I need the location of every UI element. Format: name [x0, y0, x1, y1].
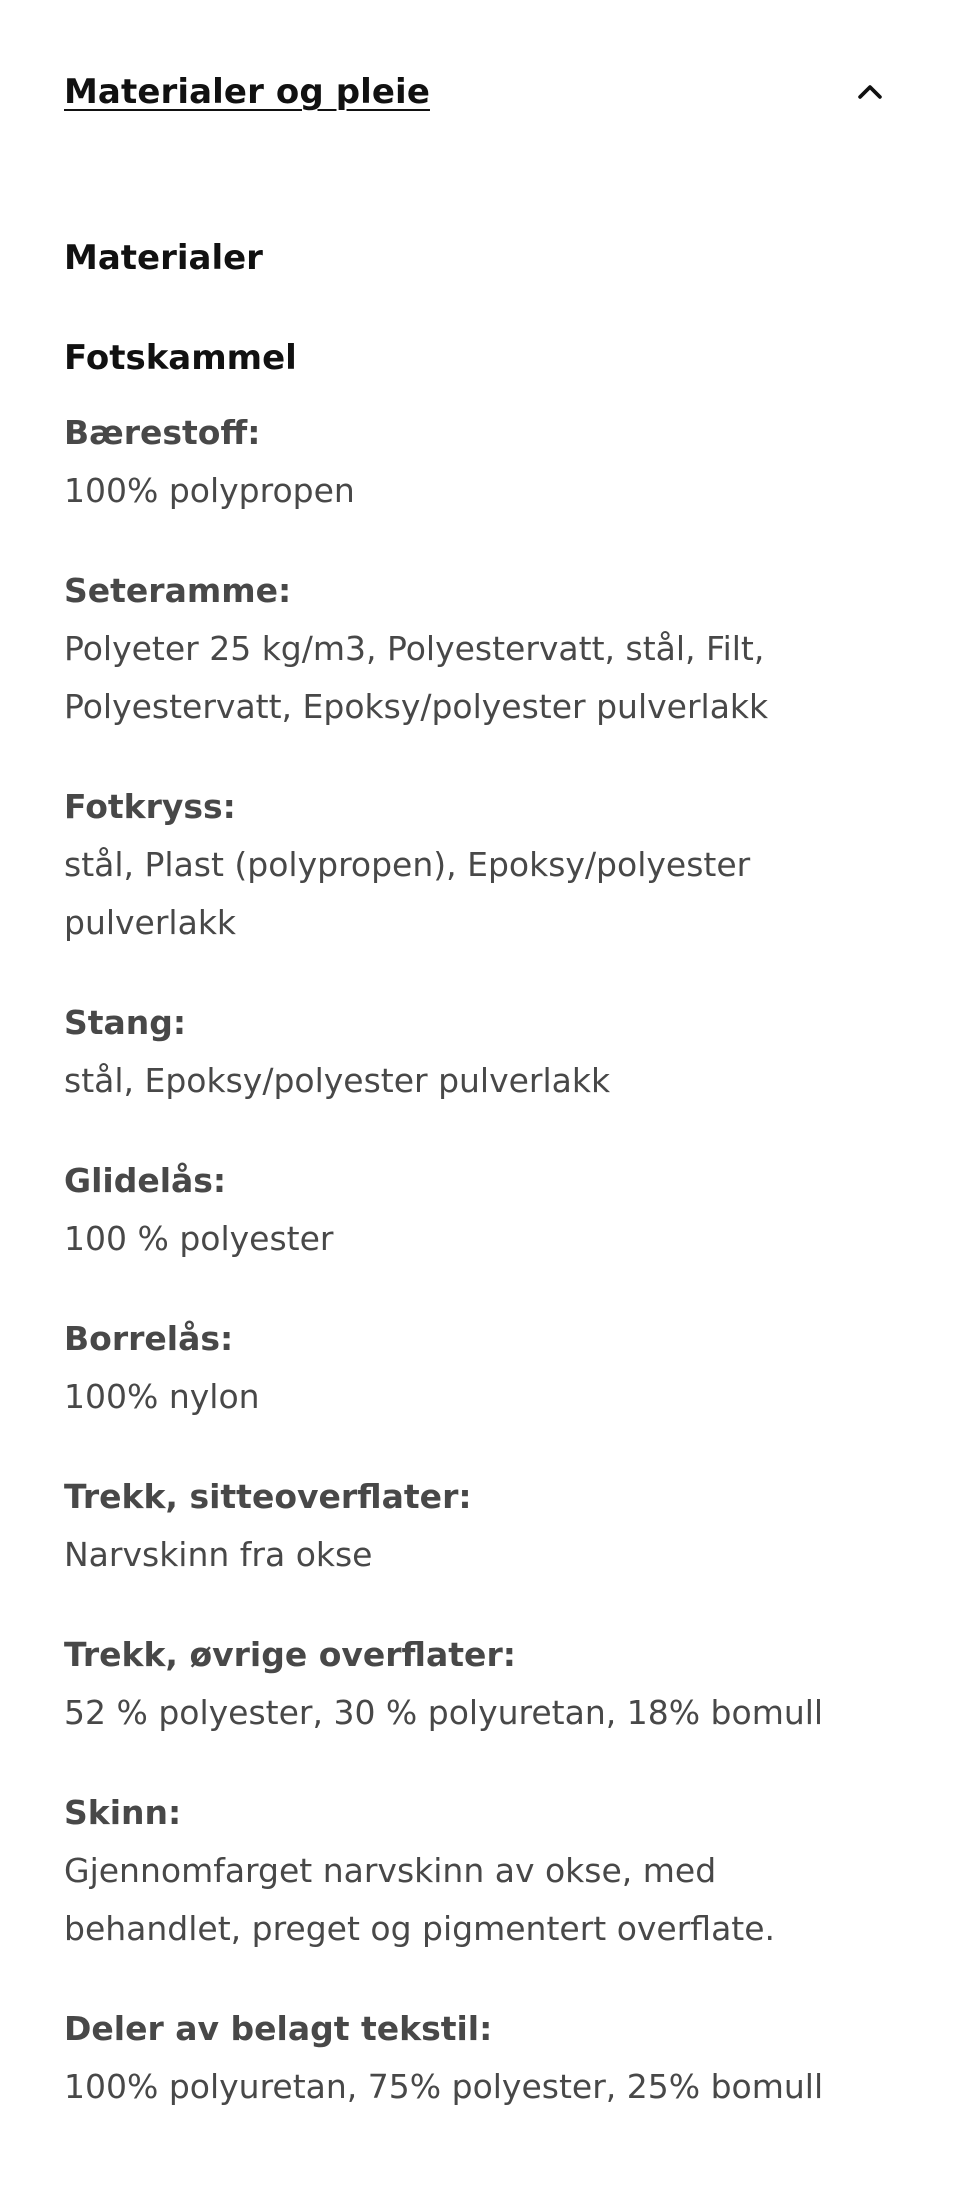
- material-label: Borrelås:: [64, 1319, 234, 1358]
- material-value: 52 % polyester, 30 % polyuretan, 18% bomull: [64, 1693, 824, 1732]
- material-value: stål, Epoksy/polyester pulverlakk: [64, 1061, 611, 1100]
- material-label: Trekk, øvrige overflater:: [64, 1635, 516, 1674]
- material-label: Seteramme:: [64, 571, 292, 610]
- material-label: Trekk, sitteoverflater:: [64, 1477, 472, 1516]
- material-item: [64, 404, 896, 520]
- material-value: stål, Plast (polypropen), Epoksy/polyester pulverlakk: [64, 845, 751, 942]
- materials-care-accordion-toggle[interactable]: [64, 62, 896, 122]
- material-label: Deler av belagt tekstil:: [64, 2009, 493, 2048]
- material-label: Glidelås:: [64, 1161, 227, 1200]
- material-item: [64, 994, 896, 1110]
- materials-heading: Materialer: [64, 238, 263, 278]
- material-value: Gjennomfarget narvskinn av okse, med behandlet, preget og pigmentert overflate.: [64, 1851, 776, 1948]
- material-item: [64, 2000, 896, 2116]
- material-item: [64, 1310, 896, 1426]
- material-item: [64, 1784, 896, 1958]
- material-item: [64, 778, 896, 952]
- material-list: [64, 404, 896, 2116]
- material-value: 100% nylon: [64, 1377, 260, 1416]
- material-label: Stang:: [64, 1003, 187, 1042]
- material-label: Fotkryss:: [64, 787, 236, 826]
- accordion-title[interactable]: Materialer og pleie: [64, 72, 430, 112]
- material-value: 100% polypropen: [64, 471, 355, 510]
- material-value: Narvskinn fra okse: [64, 1535, 373, 1574]
- material-item: [64, 1626, 896, 1742]
- material-value: Polyeter 25 kg/m3, Polyestervatt, stål, Filt, Polyestervatt, Epoksy/polyester pulverlakk: [64, 629, 769, 726]
- materials-panel: [64, 230, 896, 2158]
- material-label: Bærestoff:: [64, 413, 261, 452]
- material-value: 100% polyuretan, 75% polyester, 25% bomull: [64, 2067, 824, 2106]
- material-item: [64, 562, 896, 736]
- material-value: 100 % polyester: [64, 1219, 334, 1258]
- material-item: [64, 1468, 896, 1584]
- material-label: Skinn:: [64, 1793, 182, 1832]
- material-item: [64, 1152, 896, 1268]
- chevron-up-icon[interactable]: [850, 72, 890, 112]
- product-part-heading: Fotskammel: [64, 338, 297, 378]
